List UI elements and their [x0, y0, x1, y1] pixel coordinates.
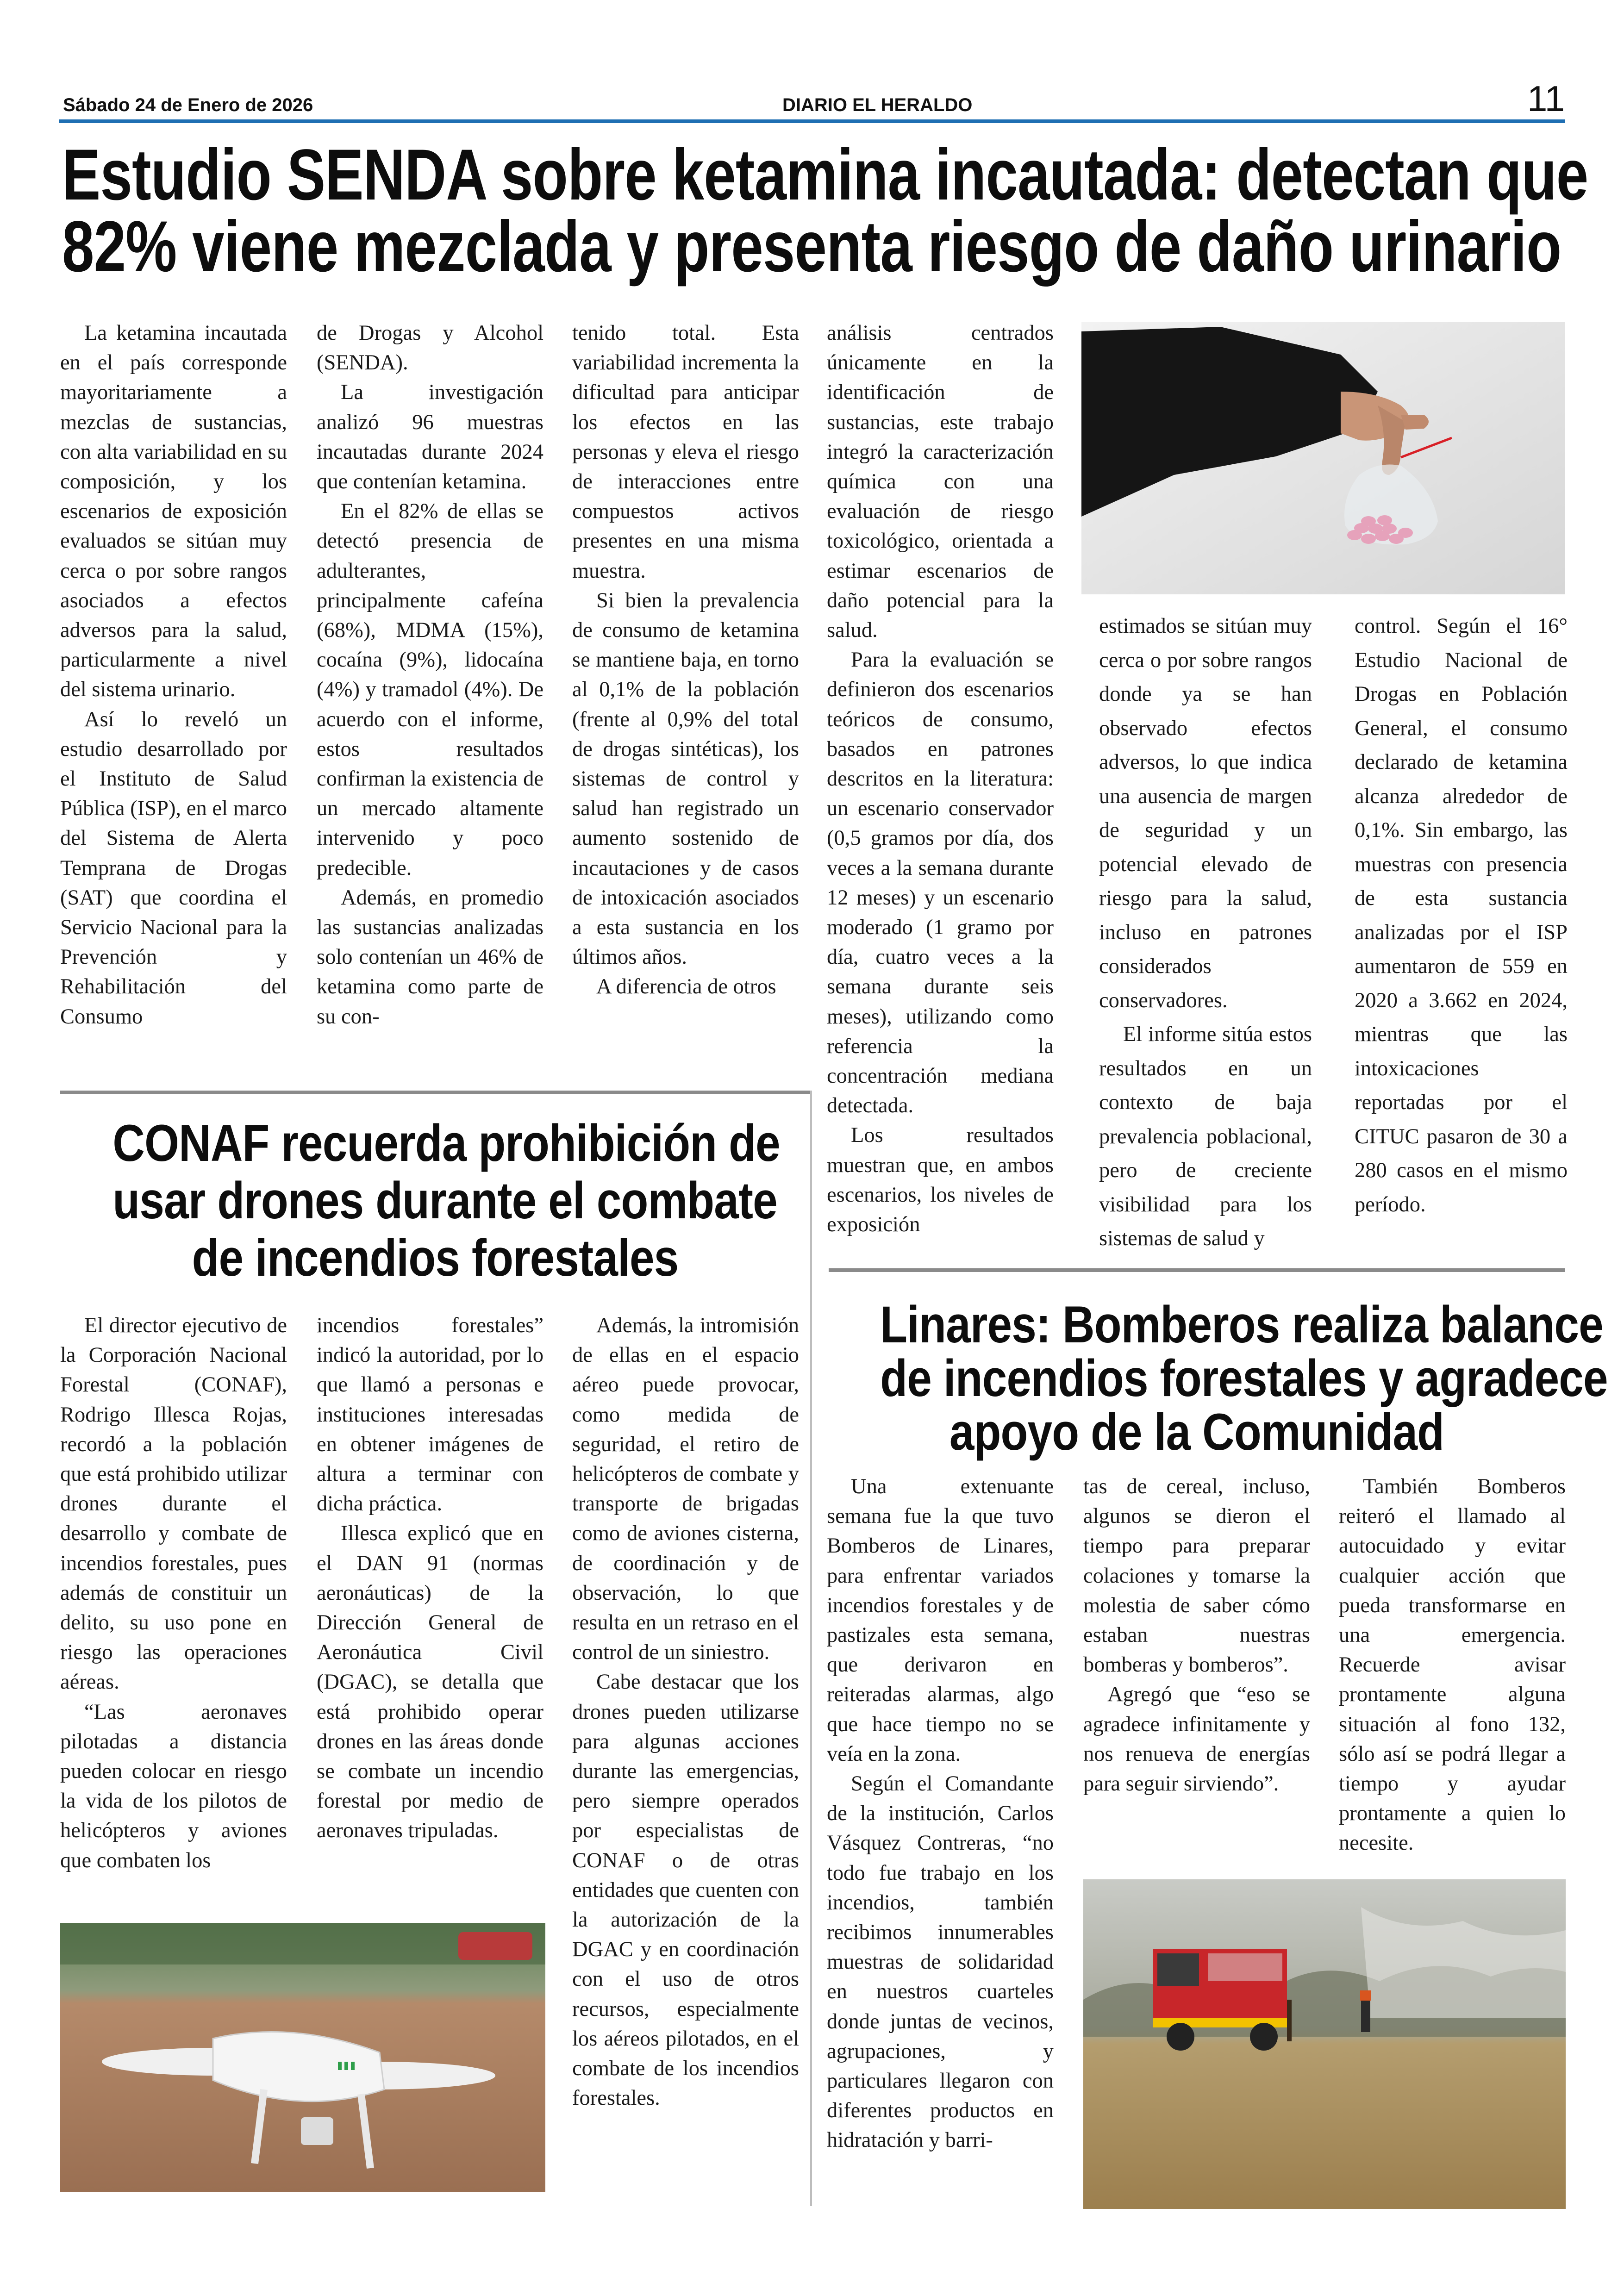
- paragraph: Además, en promedio las sustancias analizadas solo contenían un 46% de ketamina como parte de su con-: [317, 886, 543, 1029]
- article3-column-2: [1083, 1472, 1310, 1799]
- ketamine-pills-photo: [1081, 322, 1565, 594]
- article1-column-2: [317, 318, 543, 1032]
- paragraph: “Las aeronaves pilotadas a distancia pueden colocar en riesgo la vida de los pilotos de helicópteros y aviones que combaten los: [60, 1700, 287, 1872]
- paragraph: análisis centrados únicamente en la identificación de sustancias, este trabajo integró la caracterización química con una evaluación de riesgo toxicológico, orientada a estimar escenarios de daño potencial para la salud.: [827, 321, 1054, 642]
- section-divider: [829, 1268, 1565, 1272]
- paragraph: Agregó que “eso se agradece infinitamente y nos renueva de energías para seguir sirviendo”.: [1083, 1683, 1310, 1796]
- article2-column-1: [60, 1311, 287, 1876]
- article2-column-3: [572, 1311, 799, 2113]
- paragraph: control. Según el 16° Estudio Nacional de Drogas en Población General, el consumo declarado de ketamina alcanza alrededor de 0,1%. Sin embargo, las muestras con presencia de esta sustancia analizadas por el ISP aumentaron de 559 en 2020 a 3.662 en 2024, mientras que las intoxicaciones reportadas por el CITUC pasaron de 30 a 280 casos en el mismo período.: [1355, 614, 1568, 1216]
- paragraph: de Drogas y Alcohol (SENDA).: [317, 321, 543, 375]
- paragraph: Cabe destacar que los drones pueden utilizarse para algunas acciones durante las emergencias, pero siempre operados por especialistas de CONAF o de otras entidades que cuenten con la autorización de la DGAC y en coordinación con el uso de otros recursos, especialmente los aéreos pilotados, en el combate de los incendios forestales.: [572, 1670, 799, 2110]
- article3-headline-line3: apoyo de la Comunidad: [949, 1403, 1444, 1461]
- article1-column-6: [1355, 609, 1568, 1222]
- paragraph: tas de cereal, incluso, algunos se dieron el tiempo para preparar colaciones y tomarse la molestia de saber cómo estaban nuestras bomberas y bomberos”.: [1083, 1475, 1310, 1677]
- paragraph: Los resultados muestran que, en ambos escenarios, los niveles de exposición: [827, 1123, 1054, 1237]
- article2-headline-line1: CONAF recuerda prohibición de: [112, 1114, 780, 1172]
- article1-column-4: [827, 318, 1054, 1240]
- paragraph: El informe sitúa estos resultados en un contexto de baja prevalencia poblacional, pero de creciente visibilidad para los sistemas de salud y: [1099, 1023, 1312, 1250]
- section-divider: [60, 1091, 810, 1094]
- article1-column-5: [1099, 609, 1312, 1256]
- paragraph: La ketamina incautada en el país corresponde mayoritariamente a mezclas de sustancias, con alta variabilidad en su composición, y los escenarios de exposición evaluados se sitúan muy cerca o por sobre rangos asociados a efectos adversos para la salud, particularmente a nivel del sistema urinario.: [60, 321, 287, 702]
- article3-column-1: [827, 1472, 1054, 2156]
- fire-truck-photo: [1083, 1879, 1566, 2209]
- article1-headline-line2: 82% viene mezclada y presenta riesgo de daño urinario: [62, 206, 1562, 287]
- article1-column-3: [572, 318, 799, 1002]
- paragraph: En el 82% de ellas se detectó presencia de adulterantes, principalmente cafeína (68%), MDMA (15%), cocaína (9%), lidocaína (4%) y tramadol (4%). De acuerdo con el informe, estos resultados confirman la existencia de un mercado altamente intervenido y poco predecible.: [317, 499, 543, 880]
- paragraph: Para la evaluación se definieron dos escenarios teóricos de consumo, basados en patrones descritos en la literatura: un escenario conservador (0,5 gramos por día, dos veces a la semana durante 12 meses) y un escenario moderado (1 gramo por día, cuatro veces a la semana durante seis meses), utilizando como referencia la concentración mediana detectada.: [827, 648, 1054, 1118]
- paragraph: estimados se sitúan muy cerca o por sobre rangos donde ya se han observado efectos adversos, lo que indica una ausencia de margen de seguridad y un potencial elevado de riesgo para la salud, incluso en patrones considerados conservadores.: [1099, 614, 1312, 1012]
- drone-photo: [60, 1923, 545, 2192]
- paragraph: Si bien la prevalencia de consumo de ketamina se mantiene baja, en torno al 0,1% de la población (frente al 0,9% del total de drogas sintéticas), los sistemas de control y salud han registrado un aumento sostenido de incautaciones y de casos de intoxicación asociados a esta sustancia en los últimos años.: [572, 588, 799, 969]
- paragraph: Así lo reveló un estudio desarrollado por el Instituto de Salud Pública (ISP), en el marco del Sistema de Alerta Temprana de Drogas (SAT) que coordina el Servicio Nacional para la Prevención y Rehabilitación del Consumo: [60, 707, 287, 1029]
- paragraph: Además, la intromisión de ellas en el espacio aéreo puede provocar, como medida de seguridad, el retiro de helicópteros de combate y transporte de brigadas como de aviones cisterna, de coordinación y de observación, lo que resulta en un retraso en el control de un siniestro.: [572, 1314, 799, 1665]
- header-rule: [59, 119, 1565, 123]
- page-number: 11: [1527, 78, 1565, 119]
- fire-truck-image: [1083, 1879, 1566, 2209]
- article2-column-2: [317, 1311, 543, 1846]
- paragraph: La investigación analizó 96 muestras incautadas durante 2024 que contenían ketamina.: [317, 380, 543, 494]
- paragraph: tenido total. Esta variabilidad incrementa la dificultad para anticipar los efectos en las personas y eleva el riesgo de interacciones entre compuestos activos presentes en una misma muestra.: [572, 321, 799, 583]
- article3-headline-line2: de incendios forestales y agradece: [880, 1349, 1608, 1407]
- drone-image: [60, 1923, 545, 2192]
- paragraph: También Bomberos reiteró el llamado al autocuidado y evitar cualquier acción que pueda transformarse en una emergencia. Recuerde avisar prontamente alguna situación al fono 132, sólo así se podrá llegar a tiempo y ayudar prontamente a quien lo necesite.: [1339, 1475, 1566, 1855]
- paragraph: A diferencia de otros: [596, 975, 776, 999]
- article2-headline-line2: usar drones durante el combate: [112, 1172, 777, 1229]
- article1-column-1: [60, 318, 287, 1032]
- article1-headline-line1: Estudio SENDA sobre ketamina incautada: detectan que: [62, 135, 1588, 215]
- paragraph: Según el Comandante de la institución, Carlos Vásquez Contreras, “no todo fue trabajo en los incendios, también recibimos innumerables muestras de solidaridad en nuestros cuarteles donde juntas de vecinos, agrupaciones, y particulares llegaron con diferentes productos en hidratación y barri-: [827, 1772, 1054, 2152]
- article2-headline-line3: de incendios forestales: [192, 1229, 679, 1287]
- column-divider: [810, 1091, 812, 2206]
- paragraph: Illesca explicó que en el DAN 91 (normas aeronáuticas) de la Dirección General de Aeronáutica Civil (DGAC), se detalla que está prohibido operar drones en las áreas donde se combate un incendio forestal por medio de aeronaves tripuladas.: [317, 1522, 543, 1843]
- article3-column-3: [1339, 1472, 1566, 1858]
- issue-date: Sábado 24 de Enero de 2026: [63, 95, 313, 115]
- paragraph: incendios forestales” indicó la autoridad, por lo que llamó a personas e instituciones interesadas en obtener imágenes de altura a terminar con dicha práctica.: [317, 1314, 543, 1516]
- paragraph: Una extenuante semana fue la que tuvo Bomberos de Linares, para enfrentar variados incendios forestales y de pastizales esta semana, que derivaron en reiteradas alarmas, algo que hace tiempo no se veía en la zona.: [827, 1475, 1054, 1766]
- newspaper-name: DIARIO EL HERALDO: [782, 95, 973, 115]
- article3-headline-line1: Linares: Bomberos realiza balance: [880, 1296, 1603, 1353]
- paragraph: El director ejecutivo de la Corporación Nacional Forestal (CONAF), Rodrigo Illesca Rojas, recordó a la población que está prohibido utilizar drones durante el desarrollo y combate de incendios forestales, pues además de constituir un delito, su uso pone en riesgo las operaciones aéreas.: [60, 1314, 287, 1694]
- hand-holding-pills-image: [1081, 322, 1565, 594]
